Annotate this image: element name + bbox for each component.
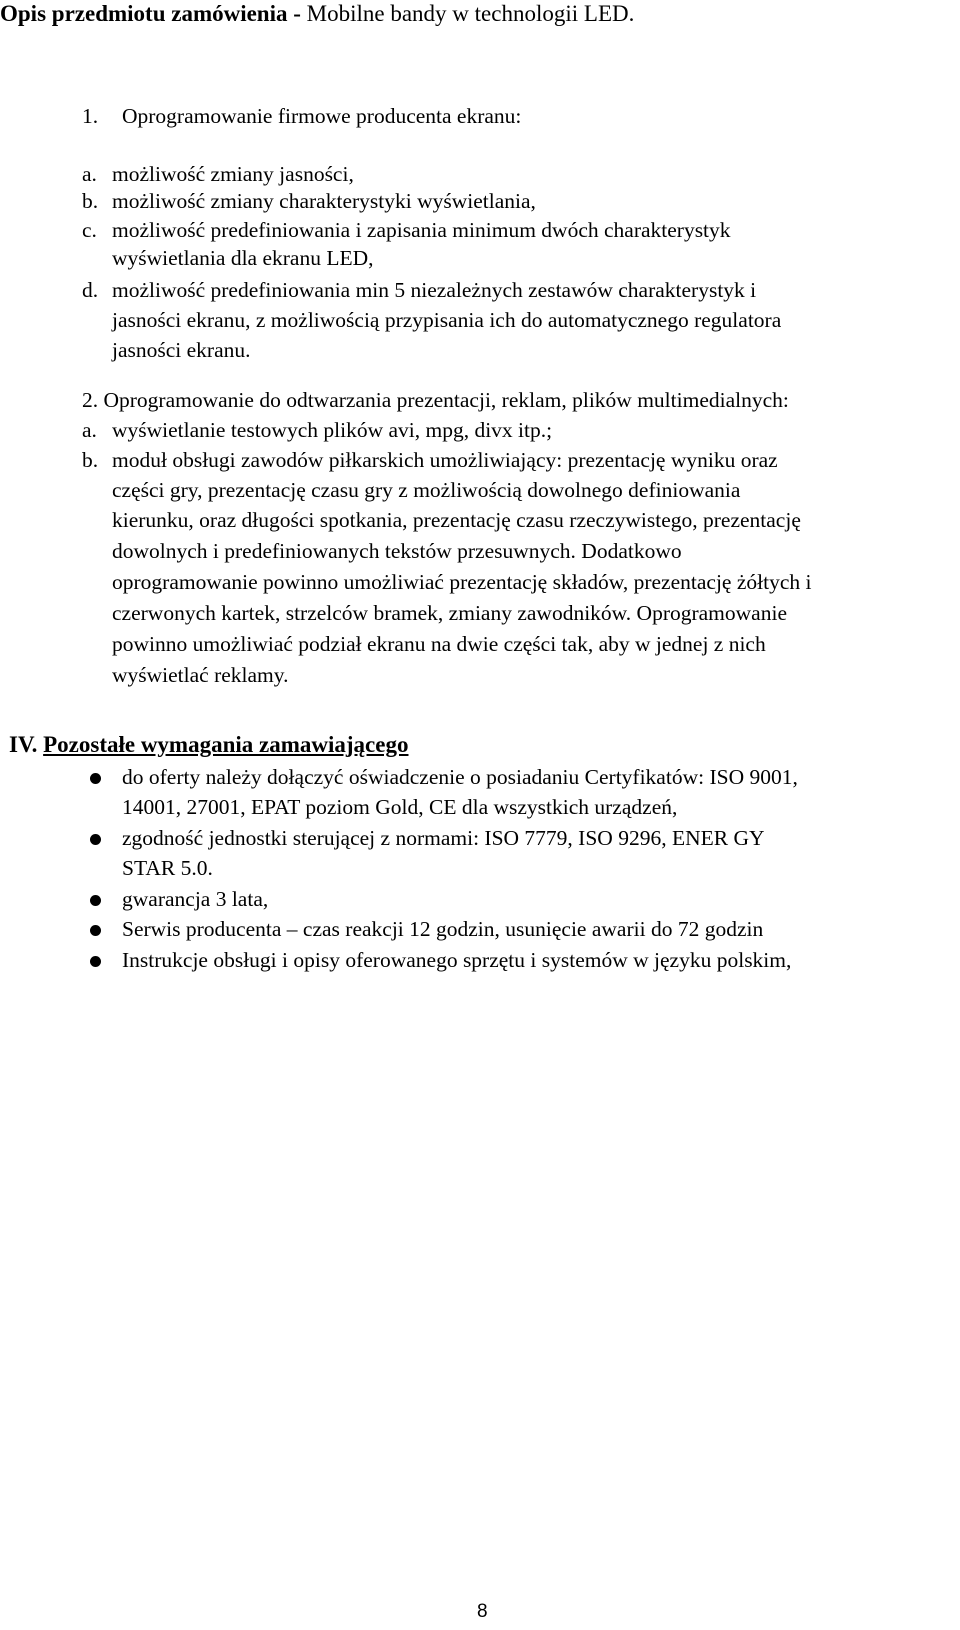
section1-item-d-marker: d. bbox=[82, 278, 99, 302]
section2-item-a-marker: a. bbox=[82, 418, 97, 442]
section2-item-b-text: kierunku, oraz długości spotkania, prezentację czasu rzeczywistego, prezentację bbox=[112, 508, 801, 532]
bullet-item-text: 14001, 27001, EPAT poziom Gold, CE dla wszystkich urządzeń, bbox=[122, 795, 678, 819]
section2-item-b-marker: b. bbox=[82, 448, 99, 472]
title-rest: Mobilne bandy w technologii LED. bbox=[300, 1, 635, 26]
section1-item-a-marker: a. bbox=[82, 162, 97, 186]
section1-item-c-marker: c. bbox=[82, 218, 97, 242]
section2-item-a-text: wyświetlanie testowych plików avi, mpg, divx itp.; bbox=[112, 418, 553, 442]
section4-title: Pozostałe wymagania zamawiającego bbox=[43, 732, 409, 757]
section1-heading: Oprogramowanie firmowe producenta ekranu: bbox=[122, 104, 522, 128]
section1-item-c-text: wyświetlania dla ekranu LED, bbox=[112, 246, 374, 270]
section2-item-b-text: części gry, prezentację czasu gry z możliwością dowolnego definiowania bbox=[112, 478, 741, 502]
section2-item-b-text: czerwonych kartek, strzelców bramek, zmiany zawodników. Oprogramowanie bbox=[112, 601, 787, 625]
section1-item-a-text: możliwość zmiany jasności, bbox=[112, 162, 354, 186]
document-title bbox=[0, 0, 634, 28]
bullet-item-text: Serwis producenta – czas reakcji 12 godzin, usunięcie awarii do 72 godzin bbox=[122, 917, 764, 941]
bullet-icon bbox=[90, 773, 101, 784]
section1-item-d-text: jasności ekranu. bbox=[112, 338, 251, 362]
bullet-item-text: gwarancja 3 lata, bbox=[122, 887, 269, 911]
section4-number: IV. bbox=[9, 732, 38, 757]
section2-item-b-text: dowolnych i predefiniowanych tekstów przesuwnych. Dodatkowo bbox=[112, 539, 682, 563]
section1-item-c-text: możliwość predefiniowania i zapisania minimum dwóch charakterystyk bbox=[112, 218, 731, 242]
section2-item-b-text: wyświetlać reklamy. bbox=[112, 663, 289, 687]
title-bold: Opis przedmiotu zamówienia - bbox=[0, 1, 301, 26]
bullet-icon bbox=[90, 895, 101, 906]
page-number: 8 bbox=[477, 1601, 488, 1622]
section1-item-b-marker: b. bbox=[82, 189, 99, 213]
section2-item-b-text: oprogramowanie powinno umożliwiać prezentację składów, prezentację żółtych i bbox=[112, 570, 812, 594]
section2-item-b-text: powinno umożliwiać podział ekranu na dwie części tak, aby w jednej z nich bbox=[112, 632, 766, 656]
bullet-icon bbox=[90, 834, 101, 845]
bullet-icon bbox=[90, 925, 101, 936]
bullet-item-text: STAR 5.0. bbox=[122, 856, 213, 880]
section4-heading bbox=[9, 731, 408, 759]
section1-item-d-text: możliwość predefiniowania min 5 niezależnych zestawów charakterystyk i bbox=[112, 278, 757, 302]
bullet-item-text: do oferty należy dołączyć oświadczenie o posiadaniu Certyfikatów: ISO 9001, bbox=[122, 765, 798, 789]
bullet-item-text: Instrukcje obsługi i opisy oferowanego sprzętu i systemów w języku polskim, bbox=[122, 948, 792, 972]
section1-item-b-text: możliwość zmiany charakterystyki wyświetlania, bbox=[112, 189, 536, 213]
section2-heading: 2. Oprogramowanie do odtwarzania prezentacji, reklam, plików multimedialnych: bbox=[82, 388, 789, 412]
bullet-item-text: zgodność jednostki sterującej z normami: ISO 7779, ISO 9296, ENER GY bbox=[122, 826, 765, 850]
section1-item-d-text: jasności ekranu, z możliwością przypisania ich do automatycznego regulatora bbox=[112, 308, 782, 332]
section2-item-b-text: moduł obsługi zawodów piłkarskich umożliwiający: prezentację wyniku oraz bbox=[112, 448, 778, 472]
bullet-icon bbox=[90, 956, 101, 967]
section1-number: 1. bbox=[82, 104, 99, 128]
